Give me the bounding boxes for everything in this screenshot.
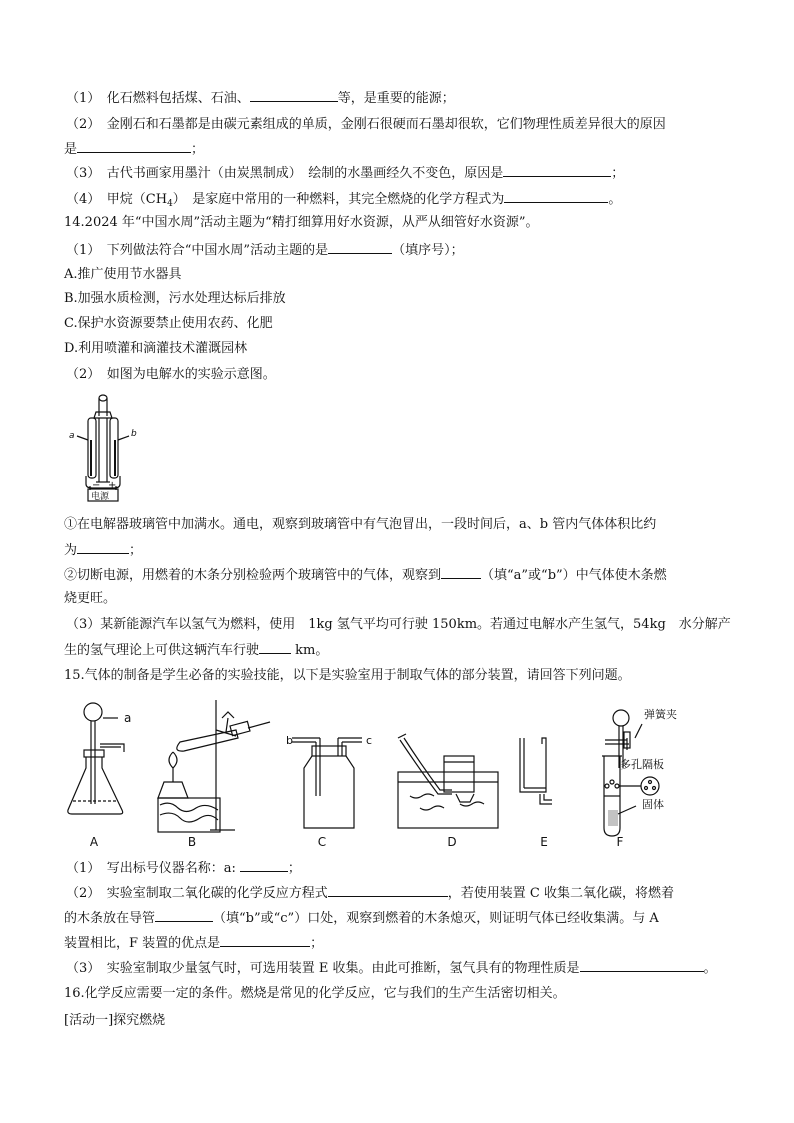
q15-part1: （1） 写出标号仪器名称：a: ；	[66, 861, 301, 876]
label-spring-clip: 弹簧夹	[644, 708, 677, 721]
q15-title: 15.气体的制备是学生必备的实验技能，以下是实验室用于制取气体的部分装置，请回答下列问题。	[64, 668, 631, 683]
tube-label-a: a	[69, 431, 75, 441]
apparatus-label-e: E	[540, 835, 548, 849]
q14-option-d: D.利用喷灌和滴灌技术灌溉园林	[64, 341, 248, 356]
answer-blank[interactable]	[77, 140, 191, 153]
apparatus-d-water-trough	[398, 734, 498, 828]
q14-c2-line1: ②切断电源，用燃着的木条分别检验两个玻璃管中的气体，观察到 （填“a”或“b”）中气体使木条燃	[64, 568, 667, 583]
answer-blank[interactable]	[441, 566, 481, 579]
q13-part3: （3） 古代书画家用墨汁（由炭黑制成） 绘制的水墨画经久不变色，原因是 ；	[66, 166, 625, 181]
apparatus-a-conical-flask	[68, 703, 124, 814]
plus-sign: +	[108, 480, 117, 491]
q13-part2-line1: （2） 金刚石和石墨都是由碳元素组成的单质，金刚石很硬而石墨却很软，它们物理性质差异很大的原因	[66, 117, 666, 132]
answer-blank[interactable]	[580, 959, 704, 972]
label-porous-plate: 多孔隔板	[620, 758, 664, 771]
q14-title: 14.2024 年“中国水周”活动主题为“精打细算用好水资源，从严从细管好水资源”。	[64, 215, 539, 230]
gas-apparatus-figure	[60, 700, 677, 850]
q15-part2-line2: 的木条放在导管 （填“b”或“c”）口处，观察到燃着的木条熄灭，则证明气体已经收集满。与 A	[64, 911, 659, 926]
q16-activity-heading: [活动一]探究燃烧	[64, 1013, 166, 1028]
q14-part3-line1: （3）某新能源汽车以氢气为燃料，使用 1kg 氢气平均可行驶 150km。若通过电解水产生氢气，54kg 水分解产	[66, 617, 731, 632]
q15-part2-line1: （2） 实验室制取二氧化碳的化学反应方程式 ，若使用装置 C 收集二氧化碳，将燃着	[66, 886, 674, 901]
answer-blank[interactable]	[328, 241, 392, 254]
minus-sign: −	[92, 480, 101, 491]
apparatus-e-downward-collection	[520, 738, 552, 804]
q16-title: 16.化学反应需要一定的条件。燃烧是常见的化学反应，它与我们的生产生活密切相关。	[64, 986, 566, 1001]
apparatus-label-c: C	[317, 835, 327, 849]
q14-option-a: A.推广使用节水器具	[64, 267, 182, 282]
electrolysis-diagram	[64, 390, 154, 502]
q14-part3-line2: 生的氢气理论上可供这辆汽车行驶 km。	[64, 643, 329, 658]
q14-c2-line2: 烧更旺。	[64, 591, 117, 606]
q14-c1-line2: 为 ；	[64, 543, 143, 558]
power-source-label: 电源	[91, 492, 110, 502]
q13-part2-line2: 是 ；	[64, 142, 205, 157]
answer-blank[interactable]	[259, 641, 291, 654]
apparatus-label-a: A	[89, 835, 99, 849]
q14-option-c: C.保护水资源要禁止使用农药、化肥	[64, 316, 273, 331]
answer-blank[interactable]	[220, 934, 310, 947]
answer-blank[interactable]	[503, 164, 611, 177]
apparatus-b-heating-setup	[158, 700, 270, 832]
label-b: b	[286, 734, 293, 747]
answer-blank[interactable]	[240, 859, 288, 872]
apparatus-label-f: F	[616, 835, 624, 849]
label-c: c	[366, 734, 373, 747]
answer-blank[interactable]	[328, 884, 448, 897]
q15-part2-line3: 装置相比，F 装置的优点是 ；	[64, 936, 324, 951]
q13-part4: （4） 甲烷$(CH_4)$ 是家庭中常用的一种燃料，其完全燃烧的化学方程式为 。	[66, 192, 622, 209]
answer-blank[interactable]	[155, 909, 213, 922]
label-a: a	[124, 711, 132, 725]
apparatus-c-gas-bottle	[292, 738, 362, 828]
apparatus-label-d: D	[447, 835, 457, 849]
label-solid: 固体	[642, 798, 664, 811]
q13-part1: （1） 化石燃料包括煤、石油、 等，是重要的能源；	[66, 91, 455, 106]
q14-part2: （2） 如图为电解水的实验示意图。	[66, 367, 276, 382]
answer-blank[interactable]	[77, 541, 129, 554]
q14-part1: （1） 下列做法符合“中国水周”活动主题的是 （填序号）；	[66, 243, 464, 258]
answer-blank[interactable]	[250, 89, 338, 102]
apparatus-label-b: B	[187, 835, 197, 849]
answer-blank[interactable]	[504, 190, 608, 203]
q14-option-b: B.加强水质检测，污水处理达标后排放	[64, 291, 286, 306]
q15-part3: （3） 实验室制取少量氢气时，可选用装置 E 收集。由此可推断，氢气具有的物理性质是 。	[66, 961, 717, 976]
q14-c1-line1: ①在电解器玻璃管中加满水。通电，观察到玻璃管中有气泡冒出，一段时间后，a、b 管内气体体积比约	[64, 517, 657, 532]
tube-label-b: b	[131, 429, 137, 439]
